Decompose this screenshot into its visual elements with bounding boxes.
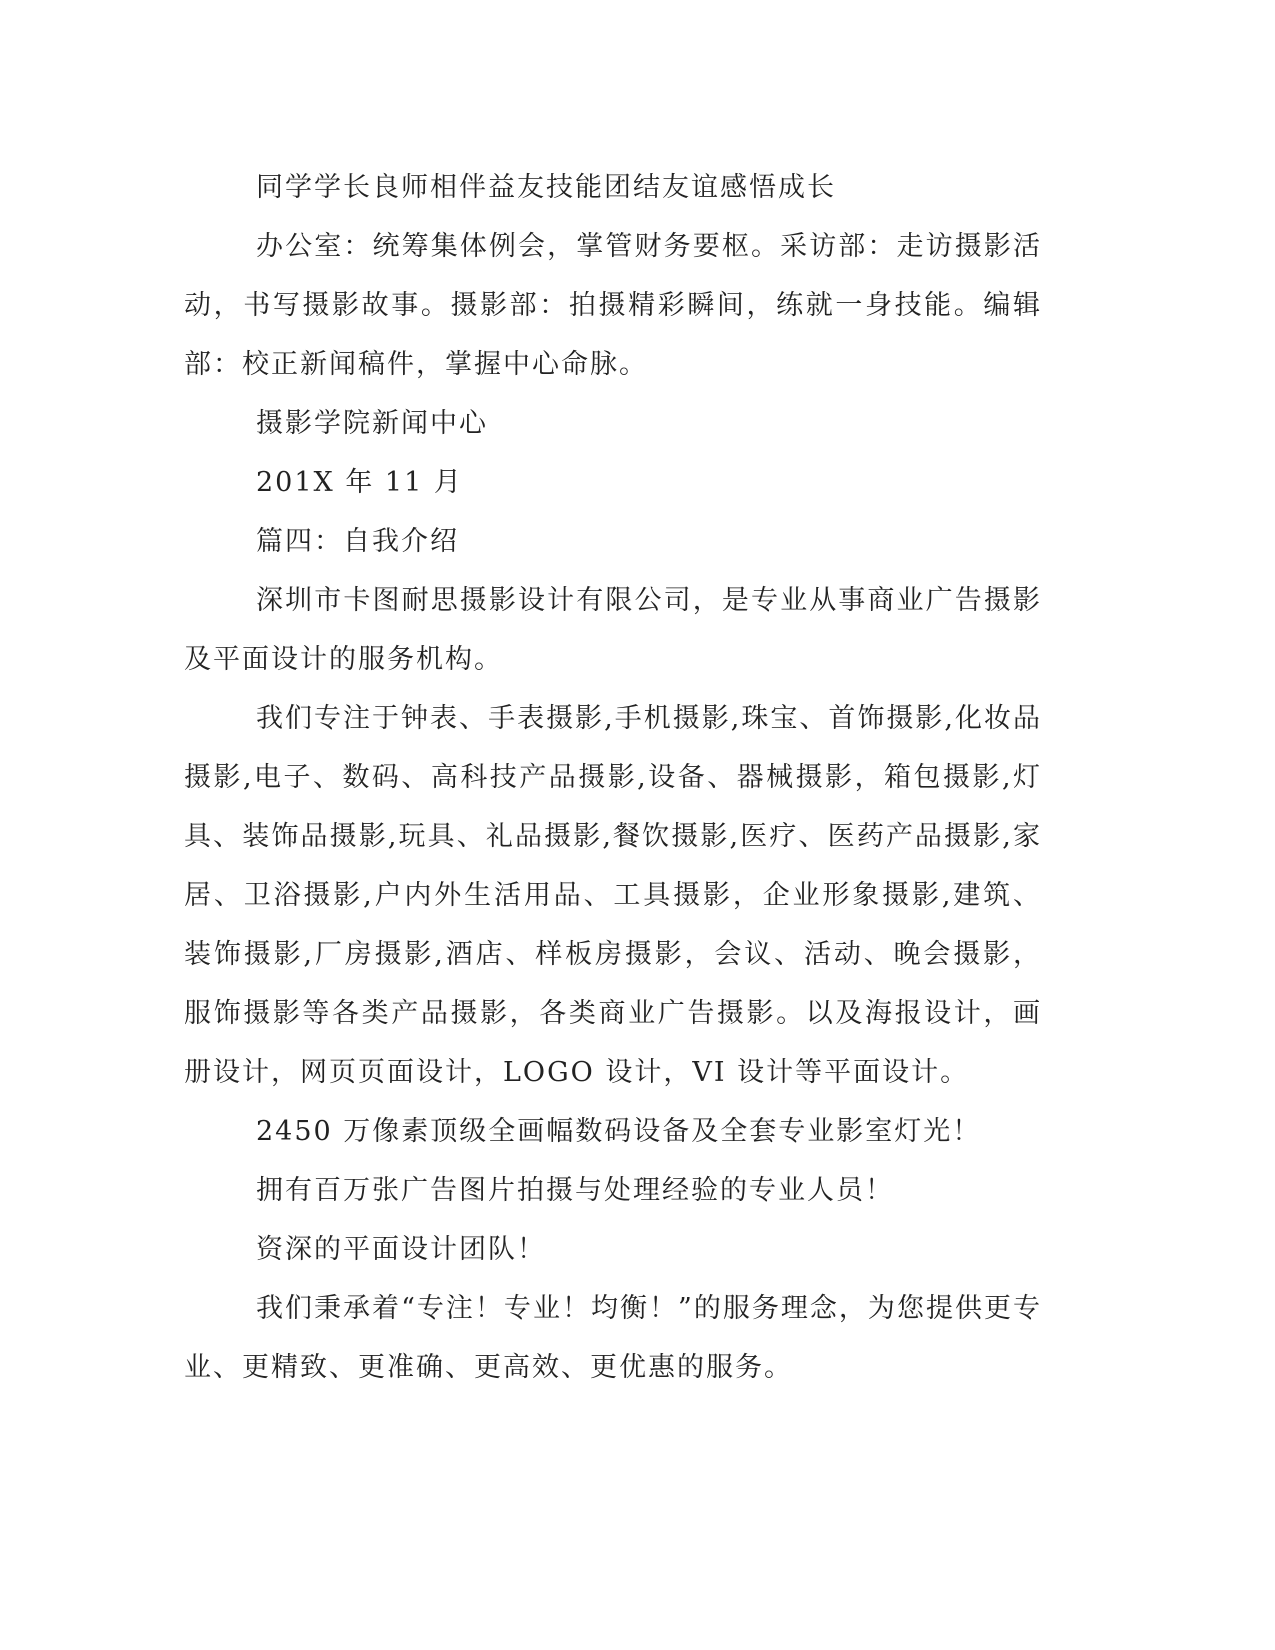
paragraph-services: 我们专注于钟表、手表摄影,手机摄影,珠宝、首饰摄影,化妆品摄影,电子、数码、高科技产品摄影,设备、器械摄影，箱包摄影,灯具、装饰品摄影,玩具、礼品摄影,餐饮摄影,医疗、医药产品摄影,家居、卫浴摄影,户内外生活用品、工具摄影，企业形象摄影,建筑、装饰摄影,厂房摄影,酒店、样板房摄影，会议、活动、晚会摄影，服饰摄影等各类产品摄影，各类商业广告摄影。以及海报设计，画册设计，网页页面设计，LOGO 设计，VI 设计等平面设计。 (184, 703, 1042, 1088)
paragraph-slogan: 同学学长良师相伴益友技能团结友谊感悟成长 (256, 172, 836, 203)
paragraph-date: 201X 年 11 月 (256, 467, 463, 498)
section-heading: 篇四：自我介绍 (256, 526, 459, 557)
paragraph-signature: 摄影学院新闻中心 (256, 408, 488, 439)
paragraph-staff: 拥有百万张广告图片拍摄与处理经验的专业人员！ (256, 1175, 894, 1206)
paragraph-company-intro: 深圳市卡图耐思摄影设计有限公司，是专业从事商业广告摄影及平面设计的服务机构。 (184, 585, 1042, 675)
paragraph-philosophy: 我们秉承着“专注！专业！均衡！”的服务理念，为您提供更专业、更精致、更准确、更高效、更优惠的服务。 (184, 1293, 1042, 1383)
paragraph-equipment: 2450 万像素顶级全画幅数码设备及全套专业影室灯光！ (256, 1116, 982, 1147)
document-body (184, 158, 1042, 1397)
paragraph-design-team: 资深的平面设计团队！ (256, 1234, 546, 1265)
paragraph-departments: 办公室：统筹集体例会，掌管财务要枢。采访部：走访摄影活动，书写摄影故事。摄影部：拍摄精彩瞬间，练就一身技能。编辑部：校正新闻稿件，掌握中心命脉。 (184, 231, 1042, 380)
